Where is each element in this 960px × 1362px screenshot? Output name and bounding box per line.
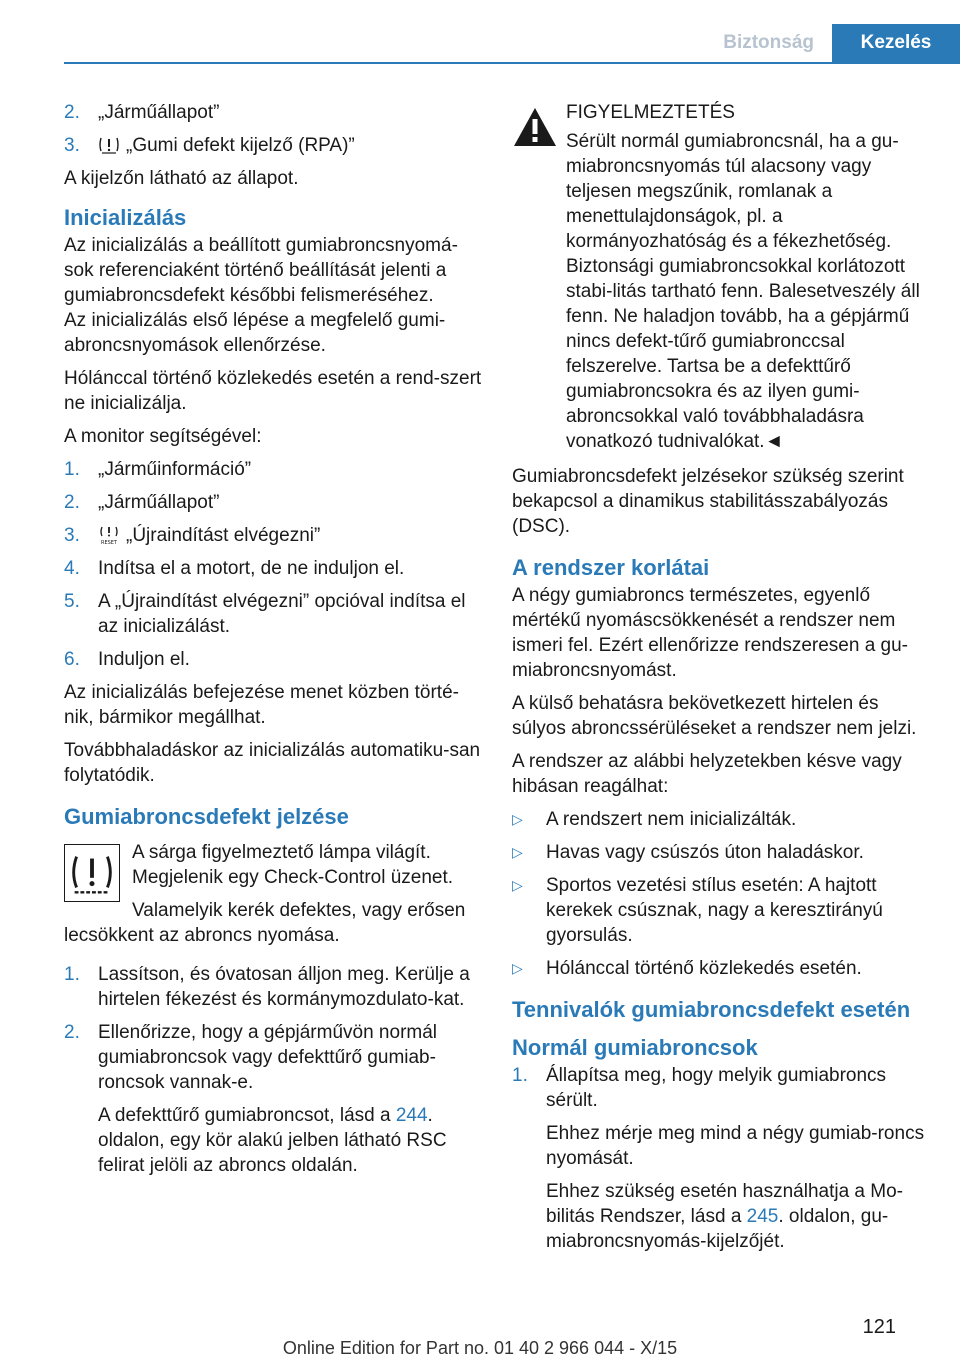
list-item [64,1020,482,1095]
list-text: „Járműállapot” [98,102,220,123]
list-number: 3. [64,135,80,156]
paragraph-rsc [64,1103,482,1178]
page-link-245[interactable]: 245 [746,1206,779,1227]
mobility-text-pre: Ehhez szükség esetén használhatja a Mo-bilitás Rendszer, lásd a [546,1181,903,1227]
heading-normal-tires: Normál gumiabroncsok [512,1035,758,1060]
paragraph-mobility [512,1179,926,1254]
list-text-with-icon [98,523,482,548]
tire-warning-icon [98,135,120,155]
paragraph: Az inicializálás a beállított gumiabroncsnyomá-sok referenciaként történő beállítását jelenti a gumiabroncsdefekt későbbi felismeréséhez. [64,235,458,306]
warning-triangle-icon [512,106,558,148]
tab-biztonsag[interactable]: Biztonság [705,24,832,62]
warning-body: Sérült normál gumiabroncsnál, ha a gu-miabroncsnyomás túl alacsony vagy teljesen megszűnik, romlanak a menettulajdonságok, pl. a kormányozhatóság és a fékezhetőség. Biztonsági gumiabroncsokkal korlátozott stabi-litás tartható fenn. Balesetveszély áll fenn. Ne haladjon tovább, ha a gépjármű nincs defekt-tűrő gumiabronccsal felszerelve. Tartsa be a defekttűrő gumiabroncsokra és az ilyen gumi-abroncsokkal való továbbhaladásra vonatkozó tudnivalókat.◄ [566,131,920,452]
list-number: 1. [64,459,80,480]
list-number: 1. [64,964,80,985]
list-item [64,457,482,482]
paragraph: Valamelyik kerék defektes, vagy erősen lecsökkent az abroncs nyomása. [64,900,466,946]
right-column [512,100,926,1262]
paragraph: Továbbhaladáskor az inicializálás automatiku-san folytatódik. [64,740,481,786]
heading-flat-tire-indication: Gumiabroncsdefekt jelzése [64,804,349,829]
svg-text:RESET: RESET [100,540,118,545]
bullet-text: A rendszert nem inicializálták. [546,809,797,830]
list-text-with-icon [98,133,482,158]
tire-reset-icon [98,525,120,545]
list-item [64,589,482,639]
paragraph: A négy gumiabroncs természetes, egyenlő mértékű nyomáscsökkenését a rendszer nem ismeri fel. Ezért ellenőrizze rendszeresen a gu-miabroncsnyomást. [512,585,909,681]
header-tabs [705,24,960,62]
bullet-text: Hólánccal történő közlekedés esetén. [546,958,862,979]
list-item [64,100,482,125]
list-number: 3. [64,525,80,546]
list-item [64,962,482,1012]
heading-flat-tire-actions: Tennivalók gumiabroncsdefekt esetén [512,997,911,1022]
paragraph: Hólánccal történő közlekedés esetén a rend-szert ne inicializálja. [64,368,482,414]
warning-text [566,129,926,454]
list-text: Ellenőrizze, hogy a gépjárművön normál gumiabroncsok vagy defekttűrő gumiab-roncsok vannak-e. [98,1022,438,1093]
paragraph: Az inicializálás első lépése a megfelelő gumi-abroncsnyomások ellenőrzése. [64,310,446,356]
rsc-text-post: . oldalon, egy kör alakú jelben látható RSC felirat jelöli az abroncs oldalán. [98,1105,447,1176]
list-text: Induljon el. [98,649,190,670]
paragraph: A monitor segítségével: [64,426,262,447]
paragraph: Ehhez mérje meg mind a négy gumiab-roncs nyomását. [546,1123,925,1169]
list-number: 6. [64,649,80,670]
bullet-item [512,956,926,981]
paragraph: Gumiabroncsdefekt jelzésekor szükség szerint bekapcsol a dinamikus stabilitásszabályozás (DSC). [512,466,904,537]
paragraph: A rendszer az alábbi helyzetekben késve vagy hibásan reagálhat: [512,751,902,797]
paragraph: Az inicializálás befejezése menet közben törté-nik, bármikor megállhat. [64,682,459,728]
list-number: 2. [64,492,80,513]
list-text: Állapítsa meg, hogy melyik gumiabroncs sérült. [546,1065,887,1111]
heading-initialization: Inicializálás [64,205,187,230]
warning-block [512,100,926,454]
bullet-triangle-icon: ▷ [512,811,523,827]
list-item [64,647,482,672]
footer-edition: Online Edition for Part no. 01 40 2 966 044 - X/15 [282,1338,678,1358]
flat-tire-warning-icon [64,844,120,902]
list-text: „Újraindítást elvégezni” [126,525,321,546]
list-text: „Járműállapot” [98,492,220,513]
left-column [64,100,482,1186]
list-number: 1. [512,1065,528,1086]
list-number: 2. [64,102,80,123]
list-item [64,523,482,548]
tab-kezeles[interactable]: Kezelés [832,24,960,62]
paragraph: A külső behatásra bekövetkezett hirtelen és súlyos abroncssérüléseket a rendszer nem jelzi. [512,693,917,739]
list-text: „Gumi defekt kijelző (RPA)” [126,135,355,156]
paragraph: A sárga figyelmeztető lámpa világít. Megjelenik egy Check-Control üzenet. [132,842,454,888]
bullet-triangle-icon: ▷ [512,844,523,860]
paragraph: A kijelzőn látható az állapot. [64,168,299,189]
list-text: A „Újraindítást elvégezni” opcióval indítsa el az inicializálást. [98,591,466,637]
page-number: 121 [862,1316,896,1338]
bullet-item [512,873,926,948]
bullet-item [512,807,926,832]
list-text: Indítsa el a motort, de ne induljon el. [98,558,405,579]
bullet-text: Sportos vezetési stílus esetén: A hajtott kerekek csúsznak, nagy a keresztirányú gyorsulás. [546,875,883,946]
header-rule [64,62,960,64]
bullet-text: Havas vagy csúszós úton haladáskor. [546,842,864,863]
list-number: 4. [64,558,80,579]
list-item [512,1063,926,1113]
list-item [64,490,482,515]
mobility-text-post: . oldalon, gu-miabroncsnyomás-kijelzőjét. [546,1206,889,1252]
page-link-244[interactable]: 244 [395,1105,428,1126]
bullet-triangle-icon: ▷ [512,877,523,893]
heading-system-limits: A rendszer korlátai [512,555,710,580]
list-number: 5. [64,591,80,612]
list-text: Lassítson, és óvatosan álljon meg. Kerülje a hirtelen fékezést és kormánymozdulato-kat. [98,964,470,1010]
list-item [64,133,482,158]
list-item [64,556,482,581]
warning-title: FIGYELMEZTETÉS [566,102,735,123]
rsc-text-pre: A defekttűrő gumiabroncsot, lásd a [98,1105,391,1126]
list-number: 2. [64,1022,80,1043]
bullet-item [512,840,926,865]
bullet-triangle-icon: ▷ [512,960,523,976]
list-text: „Járműinformáció” [98,459,252,480]
